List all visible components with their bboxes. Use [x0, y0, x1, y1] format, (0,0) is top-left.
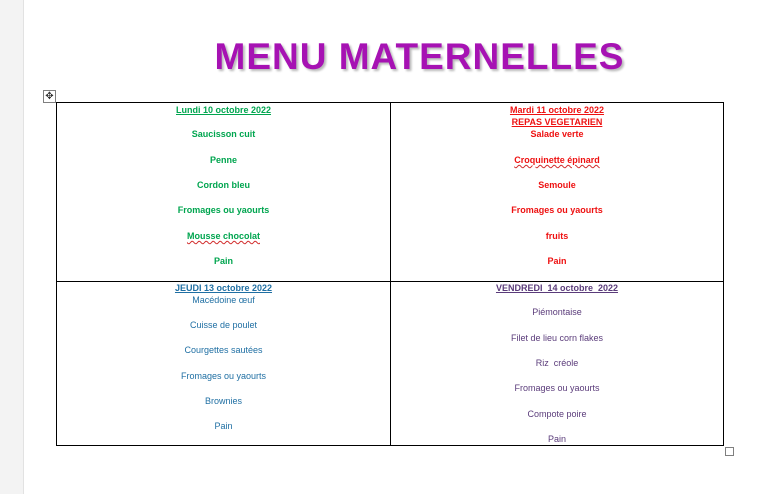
- table-move-handle-icon[interactable]: ✥: [43, 90, 56, 103]
- menu-item: Cuisse de poulet: [189, 320, 258, 330]
- menu-item: Brownies: [204, 396, 242, 406]
- menu-item: Penne: [209, 155, 237, 165]
- menu-item: [391, 155, 723, 166]
- menu-item: Piémontaise: [532, 307, 582, 317]
- menu-item: Cordon bleu: [197, 180, 250, 190]
- menu-item: Pain: [213, 256, 233, 266]
- menu-item: Pain: [214, 421, 233, 431]
- day-heading-friday: VENDREDI 14 octobre 2022: [495, 283, 619, 293]
- menu-item-text: Croquinette épinard: [514, 155, 600, 165]
- day-heading-tuesday: Mardi 11 octobre 2022: [509, 105, 605, 115]
- menu-item: Courgettes sautées: [184, 345, 263, 355]
- menu-item: Salade verte: [530, 129, 584, 139]
- menu-item: Fromages ou yaourts: [511, 205, 603, 215]
- menu-item: Pain: [547, 434, 566, 444]
- menu-item: [57, 231, 390, 242]
- menu-item: Saucisson cuit: [191, 129, 256, 139]
- menu-item: fruits: [545, 231, 569, 241]
- page-title: MENU MATERNELLES: [214, 36, 625, 77]
- menu-item: Compote poire: [527, 409, 587, 419]
- menu-item: Pain: [547, 256, 567, 266]
- table-resize-handle[interactable]: [725, 447, 734, 456]
- menu-item: Filet de lieu corn flakes: [510, 333, 604, 343]
- menu-item: Riz créole: [535, 358, 579, 368]
- menu-item: Macédoine œuf: [192, 295, 255, 305]
- menu-cell-tuesday: [391, 103, 723, 282]
- day-heading-thursday: JEUDI 13 octobre 2022: [174, 283, 273, 293]
- menu-cell-friday: [391, 282, 723, 445]
- menu-item: Fromages ou yaourts: [177, 205, 270, 215]
- menu-item: Semoule: [538, 180, 576, 190]
- menu-cell-thursday: [57, 282, 391, 445]
- menu-item: Fromages ou yaourts: [514, 383, 600, 393]
- menu-item: Fromages ou yaourts: [180, 371, 267, 381]
- menu-table: [56, 102, 724, 446]
- day-heading-monday: Lundi 10 octobre 2022: [175, 105, 272, 115]
- menu-item-text: Mousse chocolat: [186, 231, 260, 241]
- day-subtitle-tuesday: REPAS VEGETARIEN: [511, 117, 603, 127]
- menu-cell-monday: [57, 103, 391, 282]
